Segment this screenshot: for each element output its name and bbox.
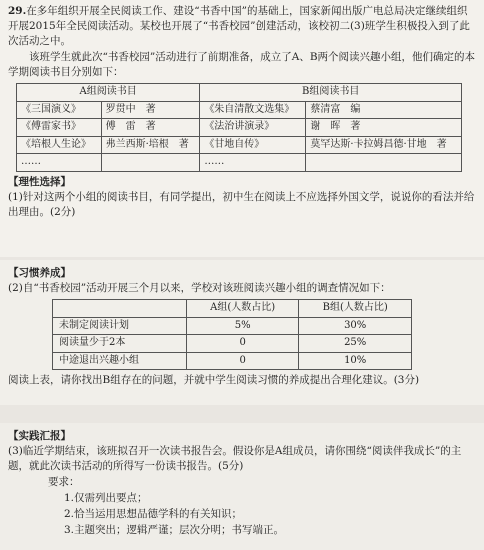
table-row [53,352,412,370]
table-row [17,101,462,119]
section2-question: (2)自“书香校园”活动开展三个月以来，学校对该班阅读兴趣小组的调查情况如下： [8,282,391,295]
table-cell: 弗兰西斯·培根 著 [101,136,200,154]
question-intro-text: 在多年组织开展全民阅读工作、建设“书香中国”的基础上，国家新闻出版广电总局决定继续组织开展2015年全民阅读活动。某校也开展了“书香校园”创建活动，该校初二(3)班学生积极投入到了此次活动之中。 [8,5,470,48]
table-cell: 25% [299,335,412,353]
question-intro-strip [0,0,484,257]
table-cell: 《朱自清散文选集》 [200,101,306,119]
survey-table [52,299,412,370]
table-header-b: B组阅读书目 [200,84,462,102]
section3-question: (3)临近学期结束，该班拟召开一次读书报告会。假设你是A组成员，请你围绕“阅读伴我成长”的主题，就此次读书活动的所得写一份读书报告。(5分) [8,445,462,473]
table-header-b: B组(人数占比) [299,300,412,318]
section-title-habit: 【习惯养成】 [8,267,71,279]
table-cell: 未制定阅读计划 [53,317,187,335]
table-cell: 《法治讲演录》 [200,119,306,137]
table-header-empty [53,300,187,318]
question-intro [8,4,476,50]
question-prep-text: 该班学生就此次“书香校园”活动进行了前期准备，成立了A、B两个阅读兴趣小组，他们确定的本学期阅读书目分别如下： [8,50,476,78]
table-cell: 蔡清富 编 [306,101,462,119]
table-cell: 傅 雷 著 [101,119,200,137]
table-cell: 0 [186,352,298,370]
table-row [17,119,462,137]
table-row [53,317,412,335]
section2-follow-text: 阅读上表，请你找出B组存在的问题，并就中学生阅读习惯的养成提出合理化建议。(3分) [8,374,420,387]
table-cell: 30% [299,317,412,335]
requirements-label: 要求： [48,475,80,488]
section-title-rational-choice: 【理性选择】 [8,175,71,188]
table-cell: …… [17,154,102,172]
book-list-table [16,83,462,172]
section-title-practice: 【实践汇报】 [8,430,71,442]
table-cell [101,154,200,172]
table-header-a: A组阅读书目 [17,84,200,102]
table-cell: 《三国演义》 [17,101,102,119]
table-cell: 罗贯中 著 [101,101,200,119]
table-cell: 谢 晖 著 [306,119,462,137]
table-row [17,136,462,154]
requirement-item: 3.主题突出；逻辑严谨；层次分明；书写端正。 [64,524,285,537]
table-cell: …… [200,154,306,172]
table-row [17,154,462,172]
table-cell: 莫罕达斯·卡拉姆昌德·甘地 著 [306,136,462,154]
question-number: 29. [8,5,27,17]
table-cell: 0 [186,335,298,353]
table-cell: 5% [186,317,298,335]
practice-section-strip [0,423,484,550]
table-header-row [17,84,462,102]
table-cell [306,154,462,172]
table-row [53,335,412,353]
section1-question: (1)针对这两个小组的阅读书目，有同学提出，初中生在阅读上不应选择外国文学，说说你的看法并给出理由。(2分) [8,190,475,219]
table-cell: 中途退出兴趣小组 [53,352,187,370]
requirement-item: 2.恰当运用思想品德学科的有关知识； [64,508,243,521]
table-header-a: A组(人数占比) [186,300,298,318]
table-cell: 阅读量少于2本 [53,335,187,353]
habit-section-strip [0,260,484,405]
table-cell: 《培根人生论》 [17,136,102,154]
table-header-row [53,300,412,318]
table-cell: 《甘地自传》 [200,136,306,154]
table-cell: 10% [299,352,412,370]
table-cell: 《傅雷家书》 [17,119,102,137]
requirement-item: 1.仅需列出要点； [64,491,148,504]
